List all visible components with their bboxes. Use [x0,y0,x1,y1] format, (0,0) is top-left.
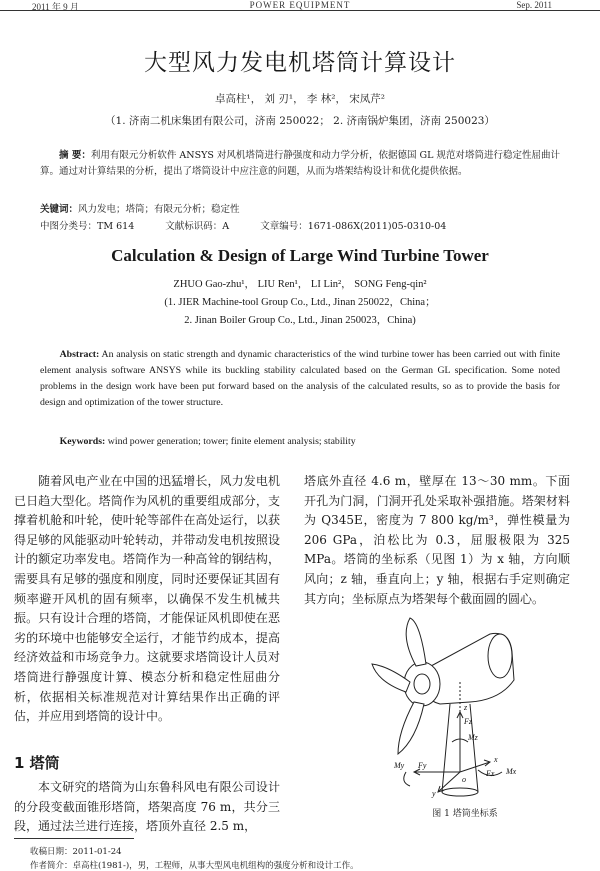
label-x: x [494,755,498,764]
label-mz: Mz [468,733,478,742]
blade-top [406,618,426,666]
label-fx: Fx [486,769,495,778]
abstract-en-text: An analysis on static strength and dynamic characteristics of the wind turbine tower has been carried out with finite element analysis software ANSYS while its buckling stability calculated based on the German GL specification. Some noted problems in the design work have been put forward based on the analysis of the calculated results, so as to provide the basis for design and optimization of the tower structure. [40,349,560,408]
footnote-author: 作者简介：卓高柱(1981-)，男，工程师，从事大型风电机组构的强度分析和设计工作。 [30,861,359,871]
my-arc [404,772,410,786]
paper-title-en: Calculation & Design of Large Wind Turbine Tower [111,246,489,265]
figure-tower-coordinate [370,612,560,802]
header-date-en: Sep. 2011 [516,0,552,10]
abstract-cn-label: 摘 要： [59,150,91,161]
right-paragraph: 塔底外直径 4.6 m，壁厚在 13～30 mm。下面开孔为门洞，门洞开孔处采取补强措施。塔架材料为 Q345E，密度为 7 800 kg/m³，弹性模量为 206 GPa，泊松比为 0.3，屈服极限为 325 MPa。塔筒的坐标系（见图 1）为 x 轴，方向顺风向；z 轴，垂直向上；y 轴，根据右手定则确定其方向；坐标原点为塔架每个截面圆的圆心。 [304,474,570,606]
abstract-cn-text: 利用有限元分析软件 ANSYS 对风机塔筒进行静强度和动力学分析，依据德国 GL 规范对塔筒进行稳定性屈曲计算。通过对计算结果的分析，提出了塔筒设计中应注意的问题，从而为塔架结构设计和优化提供依据。 [40,150,560,177]
keywords-cn-text: 风力发电；塔筒；有限元分析；稳定性 [78,204,240,215]
label-y: y [432,789,436,798]
section-paragraph-wrap [14,778,280,837]
doc-code-label: 文献标识码： [165,221,223,232]
section-heading: 1 塔筒 [14,754,60,772]
affiliation-cn: （1. 济南二机床集团有限公司，济南 250022； 2. 济南锅炉集团，济南 250023） [105,115,495,127]
authors-en: ZHUO Gao-zhu¹， LIU Ren¹， LI Lin²， SONG Feng-qin² [173,279,427,290]
nacelle-rear [488,634,512,678]
blade-bottom [398,702,424,754]
footnote-received: 收稿日期：2011-01-24 [30,847,122,857]
classification-line [40,219,560,235]
doc-code-value: A [222,221,230,232]
header-rule [0,10,600,11]
article-no-label: 文章编号： [260,221,308,232]
blade-left [372,664,410,692]
keywords-en-text: wind power generation; tower; finite element analysis; stability [107,436,356,447]
abstract-en [40,347,560,411]
label-fz: Fz [464,717,472,726]
section-paragraph: 本文研究的塔筒为山东鲁科风电有限公司设计的分段变截面锥形塔筒，塔架高度 76 m，共分三段，通过法兰进行连接，塔顶外直径 2.5 m， [14,780,280,834]
affiliation-en-2: 2. Jinan Boiler Group Co., Ltd., Jinan 250023，China) [184,315,416,326]
keywords-en-label: Keywords: [59,436,106,447]
keywords-en [40,434,560,450]
clc-label: 中图分类号： [40,221,98,232]
label-mx: Mx [506,767,517,776]
clc-value: TM 614 [97,221,135,232]
body-left-column [14,472,280,727]
keywords-cn [40,202,560,218]
abstract-en-label: Abstract: [59,349,100,360]
authors-cn: 卓高柱¹， 刘 刃¹， 李 林²， 宋凤芹² [214,93,386,105]
tower-base [442,788,478,796]
paper-title-cn: 大型风力发电机塔筒计算设计 [144,50,456,76]
body-right-column [304,472,570,609]
keywords-cn-label: 关键词： [40,204,79,215]
footnote-rule [14,838,134,839]
affiliation-en-1: (1. JIER Machine-tool Group Co., Ltd., Jinan 250022，China； [164,297,436,308]
header-date: 2011 年 9 月 [32,2,79,12]
label-my: My [394,761,405,770]
label-fy: Fy [418,761,427,770]
label-o: o [462,775,466,784]
article-no-value: 1671-086X(2011)05-0310-04 [307,221,447,232]
header-journal: POWER EQUIPMENT [249,0,351,10]
label-z: z [464,703,468,712]
intro-paragraph: 随着风电产业在中国的迅猛增长，风力发电机已日趋大型化。塔筒作为风机的重要组成部分，支撑着机舱和叶轮，使叶轮等部件在高处运行，以获得足够的风能驱动叶轮转动，并带动发电机按照设计的额定功率发电。塔筒作为一种高耸的钢结构，需要具有足够的强度和刚度，同时还要保证其固有频率避开风机的固有频率，以确保不发生机械共振。只有设计合理的塔筒，才能保证风机即使在恶劣的环境中也能够安全运行，才能节约成本，提高经济效益和市场竞争力。这就要求塔筒设计人员对塔筒进行静强度计算、模态分析和稳定性屈曲分析，依据相关标准规范对计算结果作出正确的评估，并应用到塔筒的设计中。 [14,474,280,724]
abstract-cn [40,148,560,180]
figure-caption: 图 1 塔筒坐标系 [432,809,498,819]
